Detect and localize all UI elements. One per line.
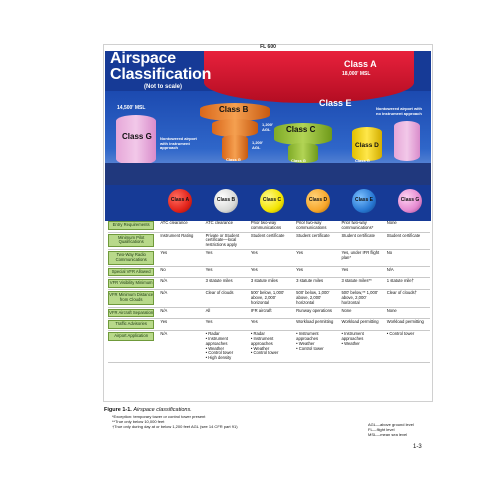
- table-cell: Student certificate: [339, 232, 384, 249]
- class-c-agl: 1,200' AGL: [262, 122, 273, 132]
- table-cell: Yes: [204, 319, 249, 331]
- table-cell: N/A: [385, 266, 430, 278]
- class-a-altitude: 18,000' MSL: [342, 71, 371, 77]
- class-g-label: Class G: [122, 132, 152, 141]
- table-cell: • Instrument approaches • Weather • Control tower: [294, 331, 339, 363]
- table-cell: Instrument Rating: [158, 232, 203, 249]
- table-cell: 500' below, 1,000' above, 2,000' horizontal: [294, 290, 339, 307]
- abbreviation-legend: [368, 422, 414, 437]
- table-cell: Student certificate: [249, 232, 294, 249]
- figure-subtitle: (Not to scale): [144, 84, 183, 90]
- table-cell: ATC clearance: [158, 220, 203, 232]
- table-cell: None: [385, 220, 430, 232]
- table-cell: ATC clearance: [204, 220, 249, 232]
- class-b-label: Class B: [219, 105, 249, 114]
- class-e-label: Class E: [319, 98, 352, 108]
- table-cell: Yes: [249, 319, 294, 331]
- class-a-ball-icon: Class A: [168, 189, 192, 213]
- row-header: Special VFR Allowed: [108, 268, 154, 277]
- class-b-class-g: Class G: [226, 157, 241, 162]
- table-row: [108, 278, 430, 290]
- table-cell: N/A: [158, 331, 203, 363]
- figure-caption: [104, 407, 192, 413]
- table-cell: 3 statute miles: [294, 278, 339, 290]
- figure-caption-text: Airspace classifications.: [133, 407, 192, 413]
- table-cell: Yes: [204, 266, 249, 278]
- table-cell: Runway operations: [294, 307, 339, 319]
- row-header: Airport Application: [108, 332, 154, 341]
- msl-14500-label: 14,500' MSL: [117, 105, 146, 111]
- class-c-label: Class C: [286, 125, 316, 134]
- figure-caption-label: Figure 1-1.: [104, 407, 132, 413]
- table-cell: 500' below,** 1,000' above, 2,000' horizontal: [339, 290, 384, 307]
- legend-entry: MSL—mean sea level: [368, 432, 408, 437]
- table-cell: Yes, under IFR flight plan*: [339, 249, 384, 266]
- flight-level-label: FL 600: [260, 44, 276, 50]
- class-c-class-g: Class G: [291, 158, 306, 163]
- table-cell: Yes: [294, 249, 339, 266]
- table-cell: Student certificate: [294, 232, 339, 249]
- table-row: [108, 307, 430, 319]
- table-cell: • Instrument approaches • Weather: [339, 331, 384, 363]
- page-number: 1-3: [413, 444, 422, 450]
- nontowered-no-instrument-label: Nontowered airport with no instrument approach: [376, 106, 422, 116]
- table-row: [108, 266, 430, 278]
- table-cell: Prior two-way communications: [249, 220, 294, 232]
- table-cell: N/A: [158, 278, 203, 290]
- row-header: VFR Minimum Distance from Clouds: [108, 291, 154, 305]
- footnotes: [112, 414, 412, 429]
- table-cell: N/A: [158, 290, 203, 307]
- table-row: [108, 232, 430, 249]
- table-cell: Yes: [204, 249, 249, 266]
- table-cell: Prior two-way communications: [294, 220, 339, 232]
- table-cell: 1 statute mile†: [385, 278, 430, 290]
- ground-strip: [105, 163, 431, 185]
- table-cell: No: [385, 249, 430, 266]
- table-cell: Yes: [158, 249, 203, 266]
- table-cell: • Radar • Instrument approaches • Weather • Control tower • High density: [204, 331, 249, 363]
- table-cell: None: [385, 307, 430, 319]
- row-header: VFR Aircraft Separation: [108, 309, 154, 318]
- legend-entry: AGL—above ground level: [368, 422, 414, 427]
- class-d-label: Class D: [355, 142, 379, 149]
- table-cell: 3 statute miles: [249, 278, 294, 290]
- table-cell: IFR aircraft: [249, 307, 294, 319]
- row-header: Minimum Pilot Qualifications: [108, 234, 154, 248]
- row-header: Two-Way Radio Communications: [108, 251, 154, 265]
- table-cell: Workload permitting: [339, 319, 384, 331]
- class-g-ball-icon: Class G: [398, 189, 422, 213]
- footnote: **True only below 10,000 feet: [112, 419, 165, 424]
- row-header: VFR Visibility Minimum: [108, 279, 154, 288]
- table-cell: None: [339, 307, 384, 319]
- nontowered-instrument-label: Nontowered airport with instrument approach: [160, 136, 197, 151]
- table-cell: • Control tower: [385, 331, 430, 363]
- table-row: [108, 290, 430, 307]
- table-cell: Student certificate: [385, 232, 430, 249]
- row-header: Entry Requirements: [108, 221, 154, 230]
- table-cell: Clear of clouds†: [385, 290, 430, 307]
- table-row: [108, 319, 430, 331]
- class-e-ball-icon: Class E: [352, 189, 376, 213]
- table-cell: Clear of clouds: [204, 290, 249, 307]
- class-b-agl: 1,200' AGL: [252, 140, 263, 150]
- table-cell: 3 statute miles**: [339, 278, 384, 290]
- legend-entry: FL—flight level: [368, 427, 395, 432]
- table-cell: Yes: [339, 266, 384, 278]
- class-c-ball-icon: Class C: [260, 189, 284, 213]
- figure-title: Airspace Classification: [110, 50, 212, 83]
- table-cell: 3 statute miles: [204, 278, 249, 290]
- table-row: [108, 331, 430, 363]
- table-cell: N/A: [158, 307, 203, 319]
- table-cell: Yes: [249, 249, 294, 266]
- table-row: [108, 220, 430, 232]
- class-b-ball-icon: Class B: [214, 189, 238, 213]
- footnote: †True only during day at or below 1,200 feet AGL (see 14 CFR part 91): [112, 424, 238, 429]
- classification-table: [108, 220, 430, 363]
- class-a-label: Class A: [344, 59, 377, 69]
- table-row: [108, 249, 430, 266]
- class-d-class-g: Class G: [355, 158, 370, 163]
- table-cell: Yes: [158, 319, 203, 331]
- table-cell: Workload permitting: [294, 319, 339, 331]
- footnote: *Exception: temporary tower or control tower present: [112, 414, 206, 419]
- table-cell: Yes: [249, 266, 294, 278]
- table-cell: No: [158, 266, 203, 278]
- table-cell: 500' below, 1,000' above, 2,000' horizontal: [249, 290, 294, 307]
- table-cell: • Radar • Instrument approaches • Weather • Control tower: [249, 331, 294, 363]
- class-a-band: [204, 51, 414, 103]
- table-cell: Private or Student certificate—local restrictions apply: [204, 232, 249, 249]
- table-cell: Prior two-way communications*: [339, 220, 384, 232]
- class-d-ball-icon: Class D: [306, 189, 330, 213]
- row-header: Traffic Advisories: [108, 320, 154, 329]
- table-cell: All: [204, 307, 249, 319]
- table-cell: Workload permitting: [385, 319, 430, 331]
- class-e-right-cylinder: [394, 121, 420, 161]
- table-cell: Yes: [294, 266, 339, 278]
